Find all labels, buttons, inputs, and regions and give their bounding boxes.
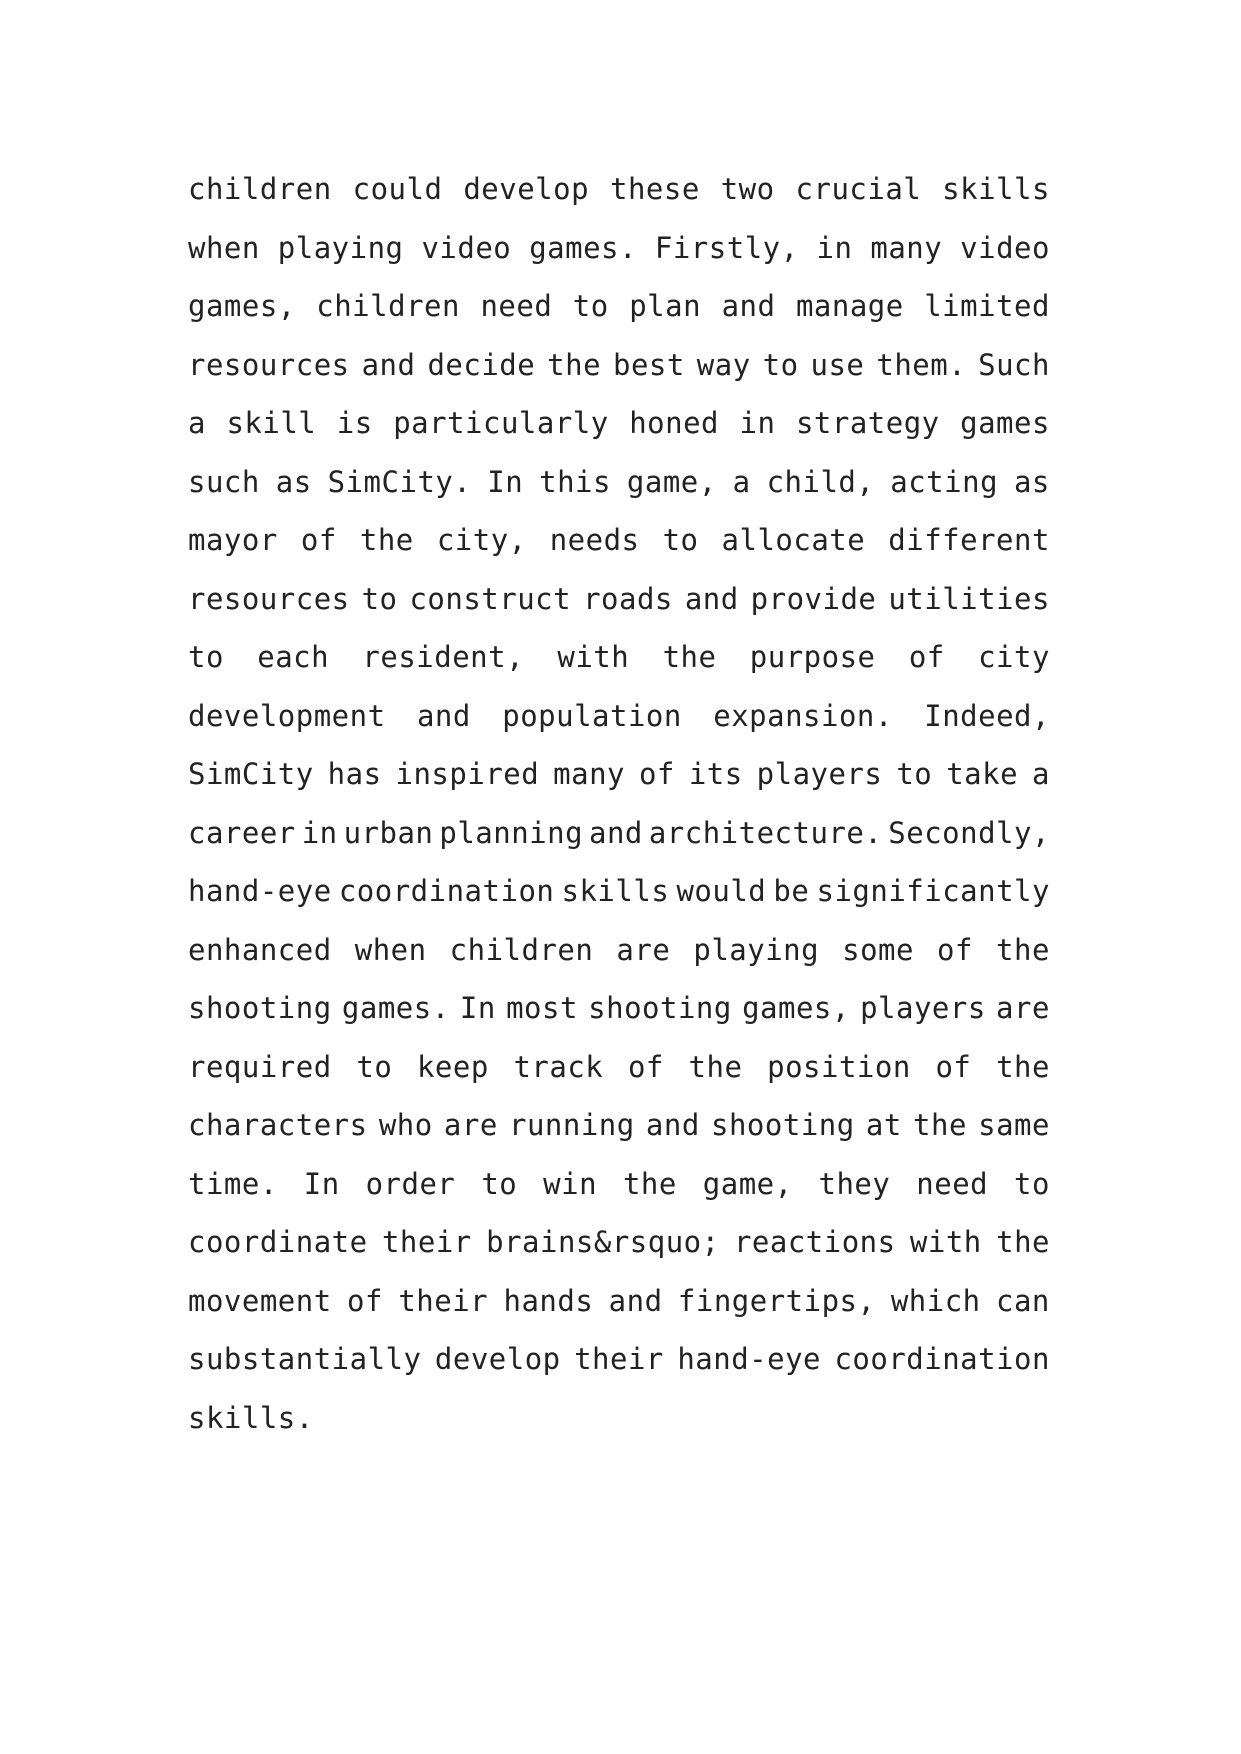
text-line: resources and decide the best way to use them. Such xyxy=(188,347,1050,382)
text-line: SimCity has inspired many of its players to take a xyxy=(188,757,1050,791)
text-line: mayor of the city, needs to allocate different xyxy=(188,523,1050,557)
text-line: coordinate their brains&rsquo; reactions with the xyxy=(188,1225,1050,1259)
body-paragraph xyxy=(188,160,1050,1447)
text-line: when playing video games. Firstly, in many video xyxy=(188,230,1050,265)
text-line: substantially develop their hand-eye coordination xyxy=(188,1342,1050,1376)
text-line: skills. xyxy=(188,1400,314,1435)
text-line: characters who are running and shooting at the same xyxy=(188,1108,1050,1142)
text-line: resources to construct roads and provide utilities xyxy=(188,581,1050,616)
text-line: children could develop these two crucial skills xyxy=(188,172,1050,206)
text-line: hand-eye coordination skills would be significantly xyxy=(188,874,1050,908)
text-line: time. In order to win the game, they need to xyxy=(188,1166,1050,1201)
text-line: career in urban planning and architecture. Secondly, xyxy=(188,815,1050,850)
text-line: required to keep track of the position of the xyxy=(188,1049,1050,1084)
text-line: to each resident, with the purpose of city xyxy=(188,640,1050,674)
text-line: enhanced when children are playing some of the xyxy=(188,932,1050,967)
text-line: such as SimCity. In this game, a child, acting as xyxy=(188,464,1050,499)
text-line: games, children need to plan and manage limited xyxy=(188,289,1050,323)
text-line: shooting games. In most shooting games, players are xyxy=(188,991,1050,1025)
text-line: a skill is particularly honed in strategy games xyxy=(188,406,1050,440)
text-line: development and population expansion. Indeed, xyxy=(188,698,1050,733)
text-line: movement of their hands and fingertips, which can xyxy=(188,1283,1050,1318)
